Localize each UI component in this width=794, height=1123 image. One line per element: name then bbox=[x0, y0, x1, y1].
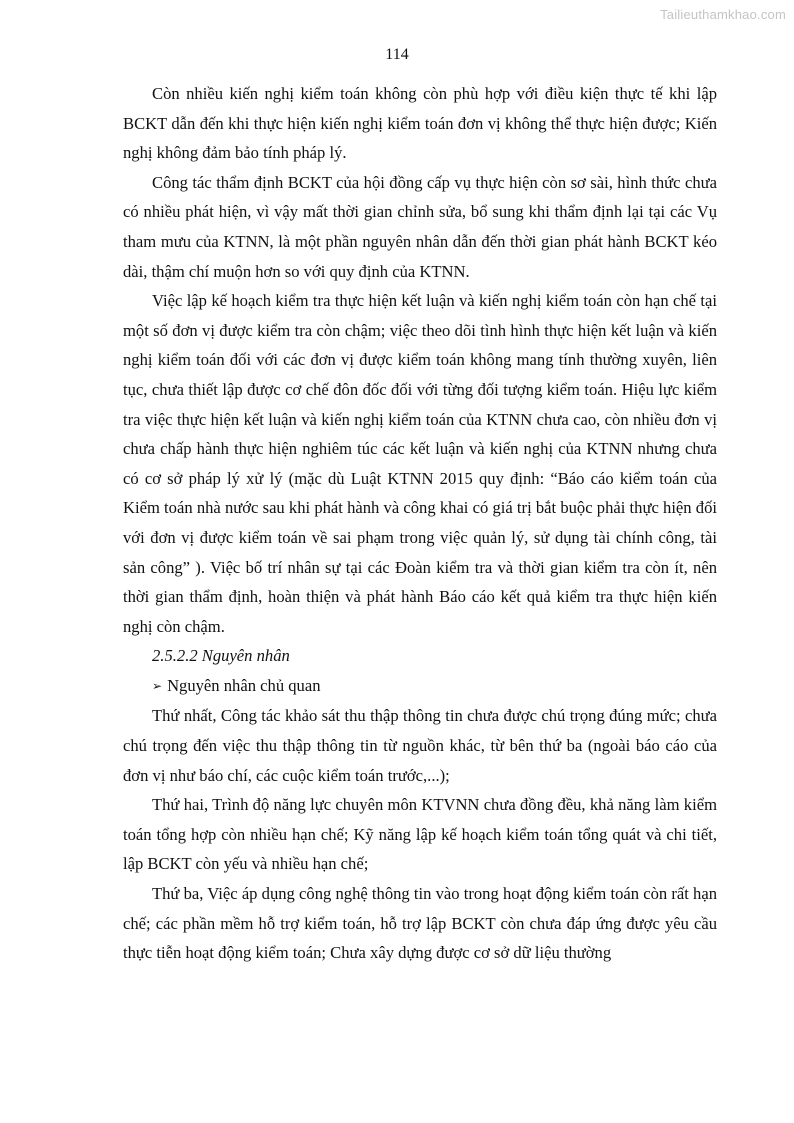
paragraph-appraisal: Công tác thẩm định BCKT của hội đồng cấp vụ thực hiện còn sơ sài, hình thức chưa có nhiều phát hiện, vì vậy mất thời gian chỉnh sửa, bổ sung khi thẩm định lại tại các Vụ tham mưu của KTNN, là một phần nguyên nhân dẫn đến thời gian phát hành BCKT kéo dài, thậm chí muộn hơn so với quy định của KTNN. bbox=[123, 172, 717, 281]
document-body bbox=[123, 79, 717, 968]
bullet-item bbox=[123, 671, 717, 702]
paragraph-recommendations: Còn nhiều kiến nghị kiểm toán không còn phù hợp với điều kiện thực tế khi lập BCKT dẫn đến khi thực hiện kiến nghị kiểm toán đơn vị không thể thực hiện được; Kiến nghị không đảm bảo tính pháp lý. bbox=[123, 84, 717, 163]
paragraph-reason-third: Thứ ba, Việc áp dụng công nghệ thông tin vào trong hoạt động kiểm toán còn rất hạn chế; các phần mềm hỗ trợ kiểm toán, hỗ trợ lập BCKT còn chưa đáp ứng được yêu cầu thực tiễn hoạt động kiểm toán; Chưa xây dựng được cơ sở dữ liệu thường bbox=[123, 884, 717, 963]
section-heading: 2.5.2.2 Nguyên nhân bbox=[152, 646, 290, 666]
watermark: Tailieuthamkhao.com bbox=[660, 7, 786, 22]
arrowhead-bullet-icon: ➢ bbox=[152, 678, 163, 693]
paragraph-inspection: Việc lập kế hoạch kiểm tra thực hiện kết luận và kiến nghị kiểm toán còn hạn chế tại một số đơn vị được kiểm tra còn chậm; việc theo dõi tình hình thực hiện kết luận và kiến nghị kiểm toán đối với các đơn vị được kiểm toán không mang tính thường xuyên, liên tục, chưa thiết lập được cơ chế đôn đốc đối với từng đối tượng kiểm toán. Hiệu lực kiểm tra việc thực hiện kết luận và kiến nghị kiểm toán của KTNN chưa cao, còn nhiều đơn vị chưa chấp hành thực hiện nghiêm túc các kết luận và kiến nghị của KTNN nhưng chưa có cơ sở pháp lý xử lý (mặc dù Luật KTNN 2015 quy định: “Báo cáo kiểm toán của Kiểm toán nhà nước sau khi phát hành và công khai có giá trị bắt buộc phải thực hiện đối với đơn vị được kiểm toán về sai phạm trong việc quản lý, sử dụng tài chính công, tài sản công” ). Việc bố trí nhân sự tại các Đoàn kiểm tra và thời gian kiểm tra còn ít, nên thời gian thẩm định, hoàn thiện và phát hành Báo cáo kết quả kiểm tra thực hiện kiến nghị còn chậm. bbox=[123, 291, 717, 636]
paragraph-reason-first: Thứ nhất, Công tác khảo sát thu thập thông tin chưa được chú trọng đúng mức; chưa chú trọng đến việc thu thập thông tin từ nguồn khác, từ bên thứ ba (ngoài báo cáo của đơn vị như báo chí, các cuộc kiểm toán trước,...); bbox=[123, 706, 717, 785]
paragraph-reason-second: Thứ hai, Trình độ năng lực chuyên môn KTVNN chưa đồng đều, khả năng làm kiểm toán tổng hợp còn nhiều hạn chế; Kỹ năng lập kế hoạch kiểm toán tổng quát và chi tiết, lập BCKT còn yếu và nhiều hạn chế; bbox=[123, 795, 717, 874]
bullet-label: Nguyên nhân chủ quan bbox=[167, 675, 321, 695]
page-number: 114 bbox=[385, 46, 409, 63]
